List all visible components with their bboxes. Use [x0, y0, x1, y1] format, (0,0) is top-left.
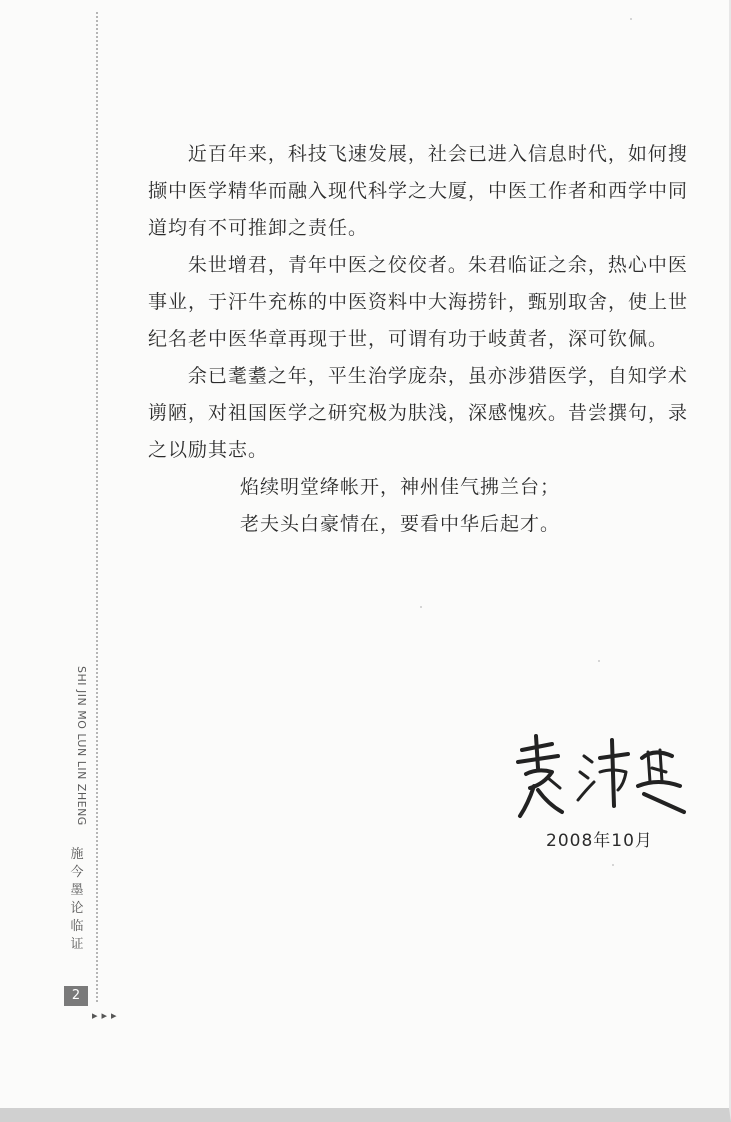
- paper-speckle: [612, 864, 614, 866]
- arrows-icon: ▸▸▸: [92, 1009, 121, 1022]
- page-number-badge: 2: [64, 986, 88, 1006]
- paragraph-3: 余已耄耋之年，平生治学庞杂，虽亦涉猎医学，自知学术谫陋，对祖国医学之研究极为肤浅，深感愧疚。昔尝撰句，录之以励其志。: [148, 365, 689, 461]
- paper-speckle: [630, 18, 632, 20]
- paper-speckle: [598, 660, 600, 662]
- series-char: 临: [70, 919, 84, 934]
- date: 2008年10月: [546, 831, 653, 851]
- poem-line-2: 老夫头白豪情在，要看中华后起才。: [240, 513, 561, 535]
- paragraph-1: 近百年来，科技飞速发展，社会已进入信息时代，如何搜撷中医学精华而融入现代科学之大厦，中医工作者和西学中同道均有不可推卸之责任。: [148, 143, 689, 239]
- series-title-pinyin: SHI JIN MO LUN LIN ZHENG: [75, 666, 88, 826]
- poem: [148, 469, 693, 543]
- series-char: 今: [70, 865, 84, 880]
- series-char: 论: [70, 901, 84, 916]
- paragraph-2: 朱世增君，青年中医之佼佼者。朱君临证之余，热心中医事业，于汗牛充栋的中医资料中大海捞针，甄别取舍，使上世纪名老中医华章再现于世，可谓有功于岐黄者，深可钦佩。: [148, 254, 689, 350]
- series-char: 证: [70, 937, 84, 952]
- poem-line-1: 焰续明堂绛帐开，神州佳气拂兰台；: [240, 476, 561, 498]
- paper-speckle: [420, 606, 422, 608]
- series-char: 墨: [70, 883, 84, 898]
- preface-body: [148, 136, 693, 543]
- handwritten-signature: [508, 728, 690, 828]
- series-char: 施: [70, 847, 84, 862]
- series-title-chinese: [66, 846, 88, 954]
- margin-dotted-rule: [96, 12, 98, 1002]
